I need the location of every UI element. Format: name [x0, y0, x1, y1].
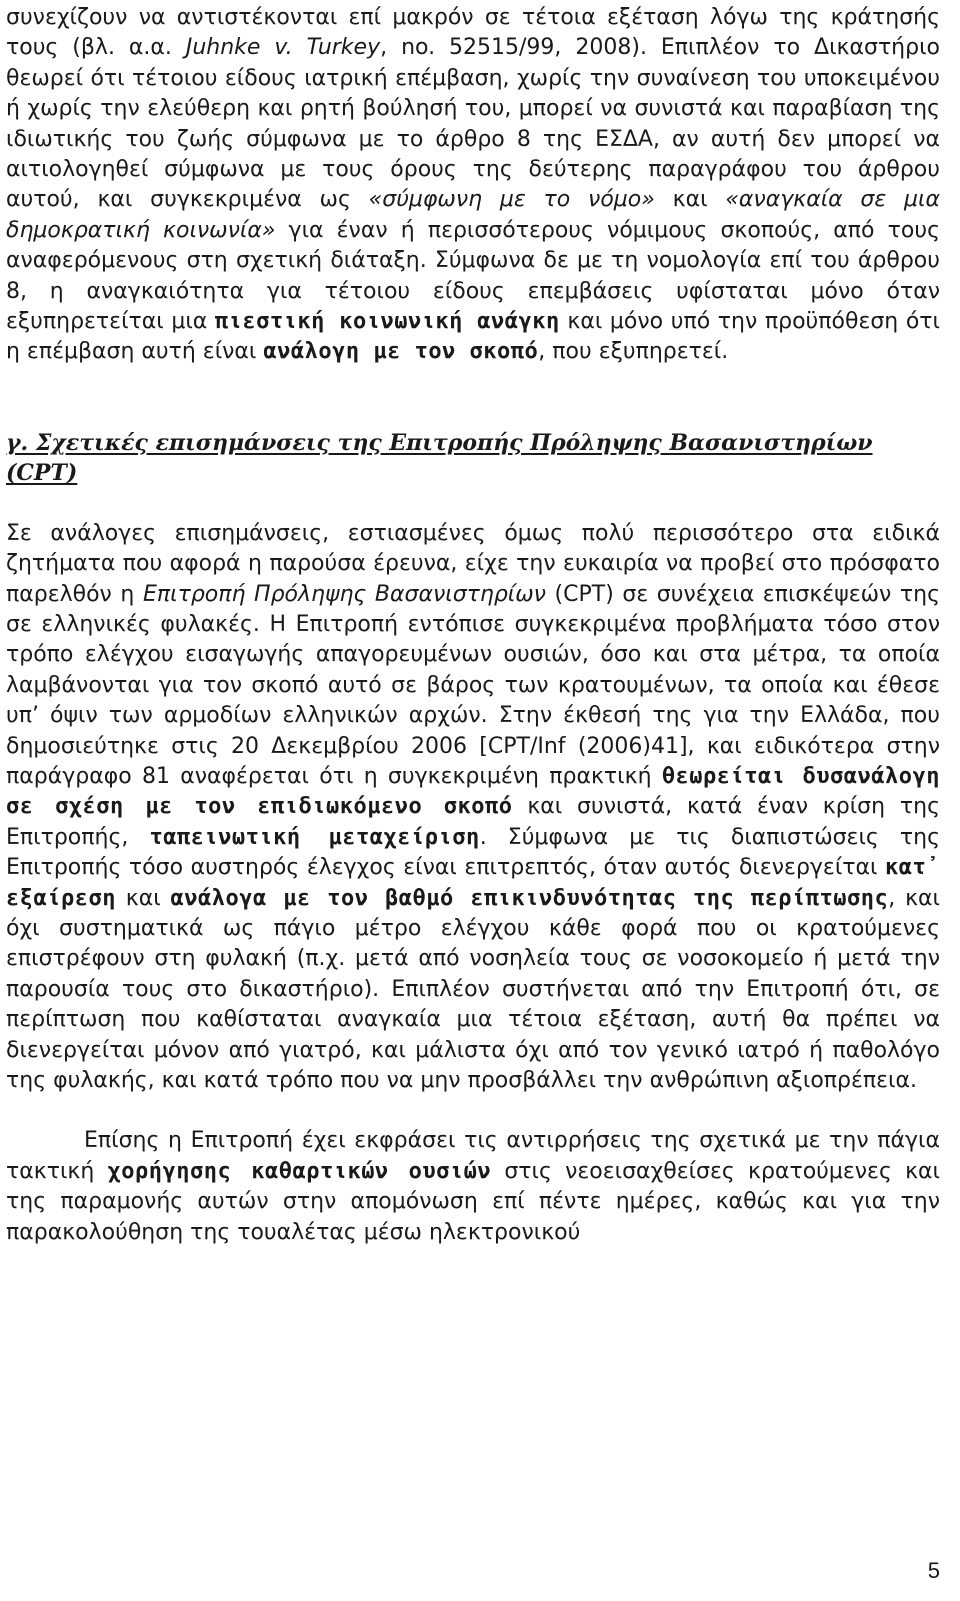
- section-heading: γ. Σχετικές επισημάνσεις της Επιτροπής Πρόληψης Βασανιστηρίων (CPT): [6, 429, 873, 487]
- text-run: στις νεοεισαχθείσες κρατούμενες και της παραμονής αυτών στην απομόνωση επί πέντε ημέρες, καθώς και για την παρακολούθηση της τουαλέτας μέσω ηλεκτρονικού: [6, 1158, 940, 1245]
- bold-phrase: χορήγησης καθαρτικών ουσιών: [107, 1158, 492, 1184]
- emphasis-quote: «σύμφωνη με το νόμο»: [368, 187, 655, 213]
- page-number: 5: [927, 1558, 940, 1583]
- bold-phrase: πιεστική κοινωνική ανάγκη: [214, 309, 560, 335]
- bold-phrase: κατ᾽ εξαίρεση: [6, 855, 940, 911]
- text-run: , και όχι συστηματικά ως πάγιο μέτρο ελέγχου κάθε φορά που οι κρατούμενες επιστρέφουν στη φυλακή (π.χ. μετά από νοσηλεία τους σε νοσοκομείο ή μετά την παρουσία τους στο δικαστήριο). Επιπλέον συστήνεται από την Επιτροπή ότι, σε περίπτωση που καθίσταται αναγκαία μια τέτοια εξέταση, αυτή θα πρέπει να διενεργείται μόνον από γιατρό, και μάλιστα όχι από τον γενικό ιατρό ή παθολόγο της φυλακής, και κατά τρόπο που να μην προσβάλλει την ανθρώπινη αξιοπρέπεια.: [6, 885, 940, 1093]
- bold-phrase: ταπεινωτική μεταχείριση: [149, 824, 480, 850]
- text-run: για έναν ή περισσότερους νόμιμους σκοπούς, από τους αναφερόμενους στη σχετική διάταξη. Σύμφωνα δε με τη νομολογία επί του άρθρου 8, η αναγκαιότητα για τέτοιου είδους επεμβάσεις υφίσταται μόνο όταν εξυπηρετείται μια: [6, 217, 940, 335]
- text-run: , no. 52515/99, 2008). Επιπλέον το Δικαστήριο θεωρεί ότι τέτοιου είδους ιατρική επέμβαση, χωρίς την συναίνεση του υποκειμένου ή χωρίς την ελεύθερη και ρητή βούλησή του, μπορεί να συνιστά και παραβίαση της ιδιωτικής του ζωής σύμφωνα με το άρθρο 8 της ΕΣΔΑ, αν αυτή δεν μπορεί να αιτιολογηθεί σύμφωνα με τους όρους της δεύτερης παραγράφου του άρθρου αυτού, και συγκεκριμένα ως: [6, 35, 940, 213]
- bold-phrase: ανάλογα με τον βαθμό επικινδυνότητας της περίπτωσης: [170, 885, 889, 911]
- bold-phrase: ανάλογη με τον σκοπό: [263, 339, 539, 365]
- document-page: [6, 0, 940, 1248]
- text-run: (CPT) σε συνέχεια επισκέψεών της σε ελληνικές φυλακές. Η Επιτροπή εντόπισε συγκεκριμένα προβλήματα τόσο στον τρόπο ελέγχου εισαγωγής απαγορευμένων ουσιών, όσο και στα μέτρα, τα οποία λαμβάνονται για τον σκοπό αυτό σε βάρος των κρατουμένων, τα οποία και έθεσε υπ’ όψιν των αρμοδίων ελληνικών αρχών. Στην έκθεσή της για την Ελλάδα, που δημοσιεύτηκε στις 20 Δεκεμβρίου 2006 [CPT/Inf (2006)41], και ειδικότερα στην παράγραφο 81 αναφέρεται ότι η συγκεκριμένη πρακτική: [6, 581, 941, 789]
- committee-name: Επιτροπή Πρόληψης Βασανιστηρίων: [142, 581, 546, 607]
- paragraph-laxatives: [6, 1126, 940, 1248]
- text-run: και: [115, 885, 171, 911]
- bold-phrase: θεωρείται δυσανάλογη σε σχέση με τον επιδιωκόμενο σκοπό: [6, 763, 941, 820]
- text-run: συνεχίζουν να αντιστέκονται επί μακρόν σε τέτοια εξέταση λόγω της κράτησής τους (βλ. α.α.: [6, 5, 940, 61]
- paragraph-article-8: [6, 3, 940, 368]
- emphasis-quote: «αναγκαία σε μια δημοκρατική κοινωνία»: [6, 187, 941, 243]
- paragraph-cpt-findings: [6, 519, 940, 1097]
- text-run: και συνιστά, κατά έναν κρίση της Επιτροπής,: [6, 794, 940, 850]
- text-run: και μόνο υπό την προϋπόθεση ότι η επέμβαση αυτή είναι: [6, 309, 940, 365]
- case-citation: Juhnke v. Turkey: [185, 35, 381, 61]
- text-run: Σε ανάλογες επισημάνσεις, εστιασμένες όμως πολύ περισσότερο στα ειδικά ζητήματα που αφορά η παρούσα έρευνα, είχε την ευκαιρία να προβεί στο πρόσφατο παρελθόν η: [6, 520, 940, 607]
- text-run: , που εξυπηρετεί.: [538, 339, 729, 365]
- text-run: Επίσης η Επιτροπή έχει εκφράσει τις αντιρρήσεις της σχετικά με την πάγια τακτική: [6, 1128, 940, 1184]
- text-run: . Σύμφωνα με τις διαπιστώσεις της Επιτροπής τόσο αυστηρός έλεγχος είναι επιτρεπτός, όταν αυτός διενεργείται: [6, 824, 940, 881]
- text-run: και: [654, 187, 726, 213]
